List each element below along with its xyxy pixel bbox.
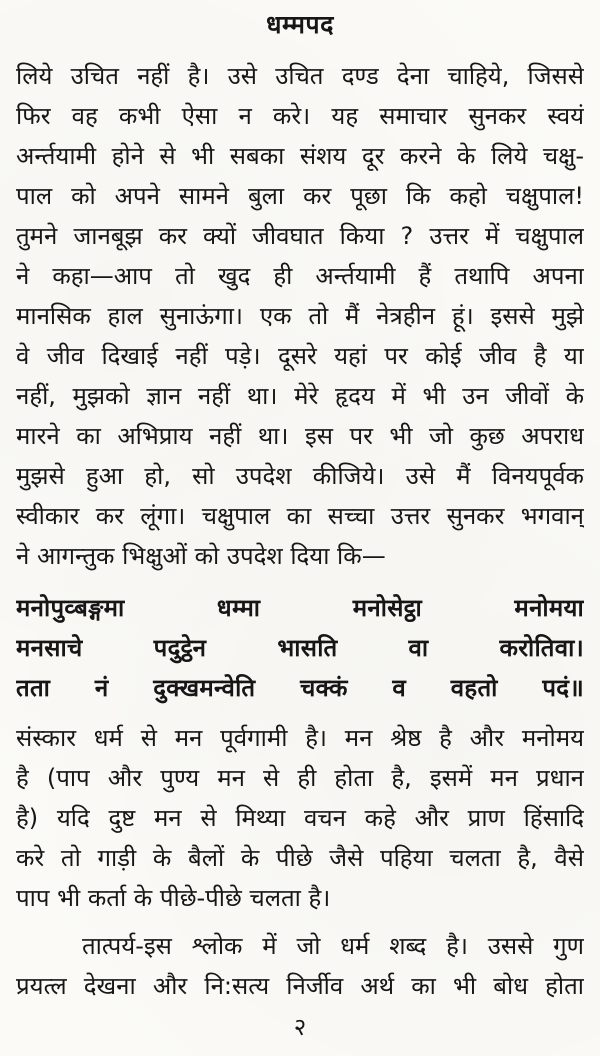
text-line: ने कहा—आप तो खुद ही अर्न्तयामी हैं तथापि अपना: [16, 262, 584, 290]
text-line: लिये उचित नहीं है। उसे उचित दण्ड देना चाहिये, जिससे: [16, 62, 584, 90]
text-line: पाल को अपने सामने बुला कर पूछा कि कहो चक्षुपाल!: [16, 182, 584, 210]
text-line: मारने का अभिप्राय नहीं था। इस पर भी जो कुछ अपराध: [16, 422, 584, 450]
text-line: नहीं, मुझको ज्ञान नहीं था। मेरे हृदय में भी उन जीवों के: [16, 382, 584, 410]
pali-verse-block: [16, 588, 584, 708]
text-line: करे तो गाड़ी के बैलों के पीछे जैसे पहिया चलता है, वैसे: [16, 844, 584, 872]
story-paragraph: [16, 56, 584, 576]
text-line: मनोपुव्बङ्गमा धम्मा मनोसेट्ठा मनोमया: [16, 594, 584, 622]
text-line: ने आगन्तुक भिक्षुओं को उपदेश दिया कि—: [16, 542, 386, 570]
text-line: है) यदि दुष्ट मन से मिथ्या वचन कहे और प्राण हिंसादि: [16, 804, 584, 832]
text-line: संस्कार धर्म से मन पूर्वगामी है। मन श्रेष्ठ है और मनोमय: [16, 724, 584, 752]
text-line: वे जीव दिखाई नहीं पड़े। दूसरे यहां पर कोई जीव है या: [16, 342, 584, 370]
explanation-paragraph: [16, 718, 584, 918]
text-line: मनसाचे पदुट्ठेन भासति वा करोतिवा।: [16, 634, 584, 662]
tatparya-paragraph: [16, 926, 584, 1006]
text-line: स्वीकार कर लूंगा। चक्षुपाल का सच्चा उत्तर सुनकर भगवान्: [16, 502, 584, 530]
text-line: फिर वह कभी ऐसा न करे। यह समाचार सुनकर स्वयं: [16, 102, 584, 130]
page-number: २: [293, 1013, 307, 1041]
text-column: [16, 56, 584, 1006]
text-line: अर्न्तयामी होने से भी सबका संशय दूर करने के लिये चक्षु-: [16, 142, 584, 170]
text-line: तात्पर्य-इस श्लोक में जो धर्म शब्द है। उससे गुण: [82, 932, 584, 960]
page-header-title: धम्मपद: [266, 10, 334, 39]
text-line: पाप भी कर्ता के पीछे-पीछे चलता है।: [16, 884, 331, 912]
text-line: है (पाप और पुण्य मन से ही होता है, इसमें मन प्रधान: [16, 764, 584, 792]
text-line: मानसिक हाल सुनाऊंगा। एक तो मैं नेत्रहीन हूं। इससे मुझे: [16, 302, 584, 330]
text-line: तता नं दुक्खमन्वेति चक्कं व वहतो पदं॥: [16, 674, 584, 702]
text-line: मुझसे हुआ हो, सो उपदेश कीजिये। उसे मैं विनयपूर्वक: [16, 462, 584, 490]
text-line: तुमने जानबूझ कर क्यों जीवघात किया ? उत्तर में चक्षुपाल: [16, 222, 584, 250]
text-line: प्रयत्ल देखना और नि:सत्य निर्जीव अर्थ का भी बोध होता: [16, 972, 584, 1000]
